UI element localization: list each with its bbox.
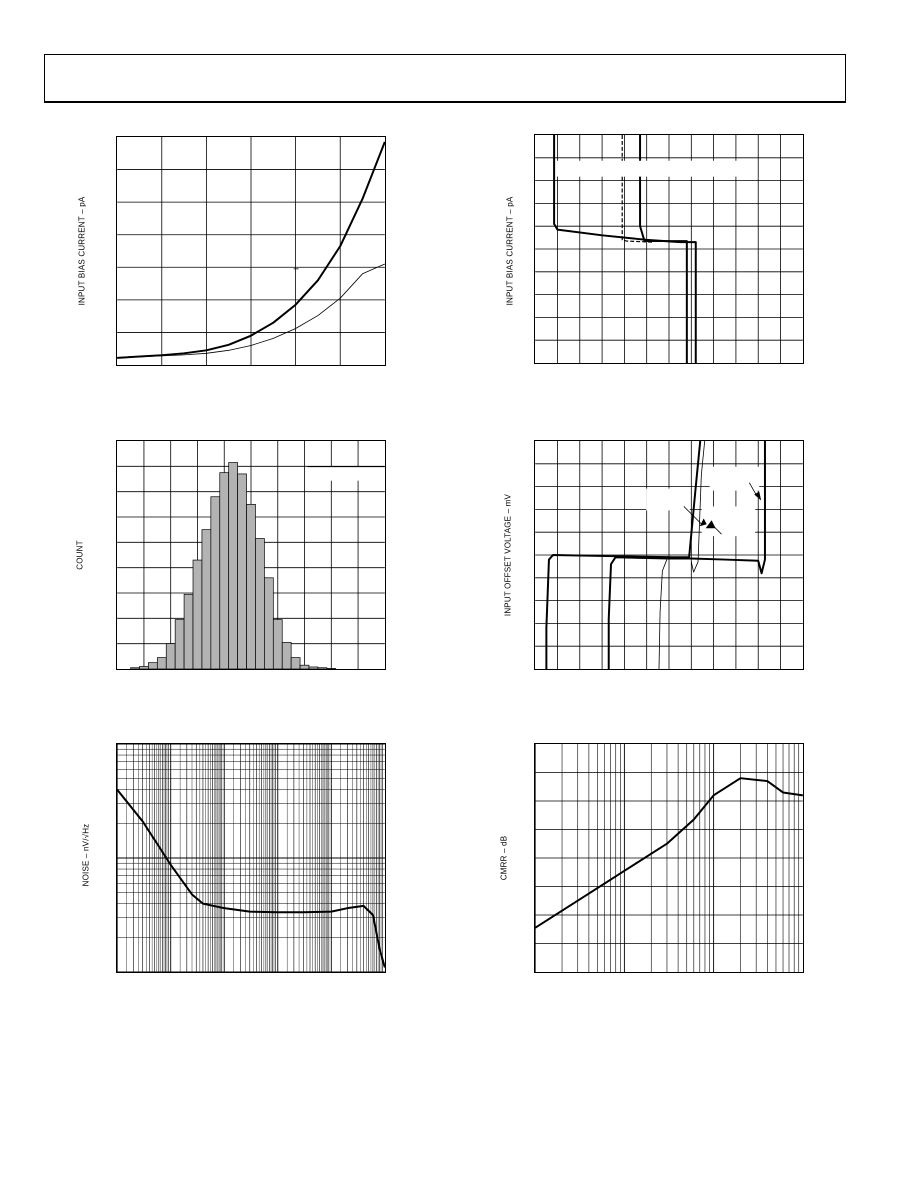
- histogram-bar: [131, 668, 140, 669]
- histogram-bar: [291, 658, 300, 669]
- cmrr-vs-frequency-plot: [534, 743, 804, 973]
- y-axis-label: INPUT BIAS CURRENT – pA: [77, 196, 87, 306]
- histogram-bar: [211, 497, 220, 669]
- histogram-bar: [175, 620, 184, 669]
- histogram-bar: [148, 663, 157, 669]
- histogram-bar: [264, 578, 273, 669]
- histogram-bar: [309, 667, 318, 669]
- legend-area: [557, 161, 745, 177]
- bias-current-vs-temperature-chart: [117, 137, 385, 365]
- histogram-bar: [247, 504, 256, 669]
- histogram-bar: [255, 539, 264, 669]
- histogram-bar: [157, 658, 166, 669]
- annotation-box: [702, 506, 756, 536]
- noise-vs-frequency-plot: [116, 743, 386, 973]
- histogram-bar: [238, 474, 247, 669]
- y-axis-label: COUNT: [75, 540, 85, 570]
- histogram-bar: [139, 666, 148, 669]
- y-axis-label: INPUT OFFSET VOLTAGE – mV: [503, 493, 513, 617]
- annotation-box: [646, 489, 690, 511]
- histogram-bar: [229, 463, 238, 669]
- histogram-bar: [220, 473, 229, 669]
- cmrr-vs-frequency-chart: [535, 744, 803, 972]
- histogram-bar: [300, 665, 309, 669]
- histogram-bar: [318, 668, 327, 669]
- histogram-bar: [166, 644, 175, 669]
- y-axis-label: NOISE – nV/√Hz: [81, 823, 91, 887]
- histogram-bar: [193, 560, 202, 669]
- histogram-bar: [184, 594, 193, 669]
- offset-histogram-chart: [117, 441, 385, 669]
- bias-current-vs-voltage-plot: [534, 134, 804, 364]
- y-axis-label: CMRR – dB: [499, 835, 509, 881]
- offset-histogram-plot: [116, 440, 386, 670]
- series-line: [659, 560, 667, 669]
- bias-current-vs-voltage-chart: [535, 135, 803, 363]
- legend-area: [308, 467, 385, 481]
- page-header-box: [44, 54, 846, 103]
- y-axis-label: INPUT BIAS CURRENT – pA: [505, 196, 515, 306]
- noise-vs-frequency-chart: [117, 744, 385, 972]
- histogram-bar: [282, 642, 291, 669]
- offset-voltage-plot: [534, 440, 804, 670]
- histogram-bar: [327, 668, 336, 669]
- series-line: [117, 790, 385, 968]
- offset-voltage-chart: [535, 441, 803, 669]
- histogram-bar: [202, 530, 211, 669]
- bias-current-vs-temperature-plot: [116, 136, 386, 366]
- histogram-bar: [273, 620, 282, 669]
